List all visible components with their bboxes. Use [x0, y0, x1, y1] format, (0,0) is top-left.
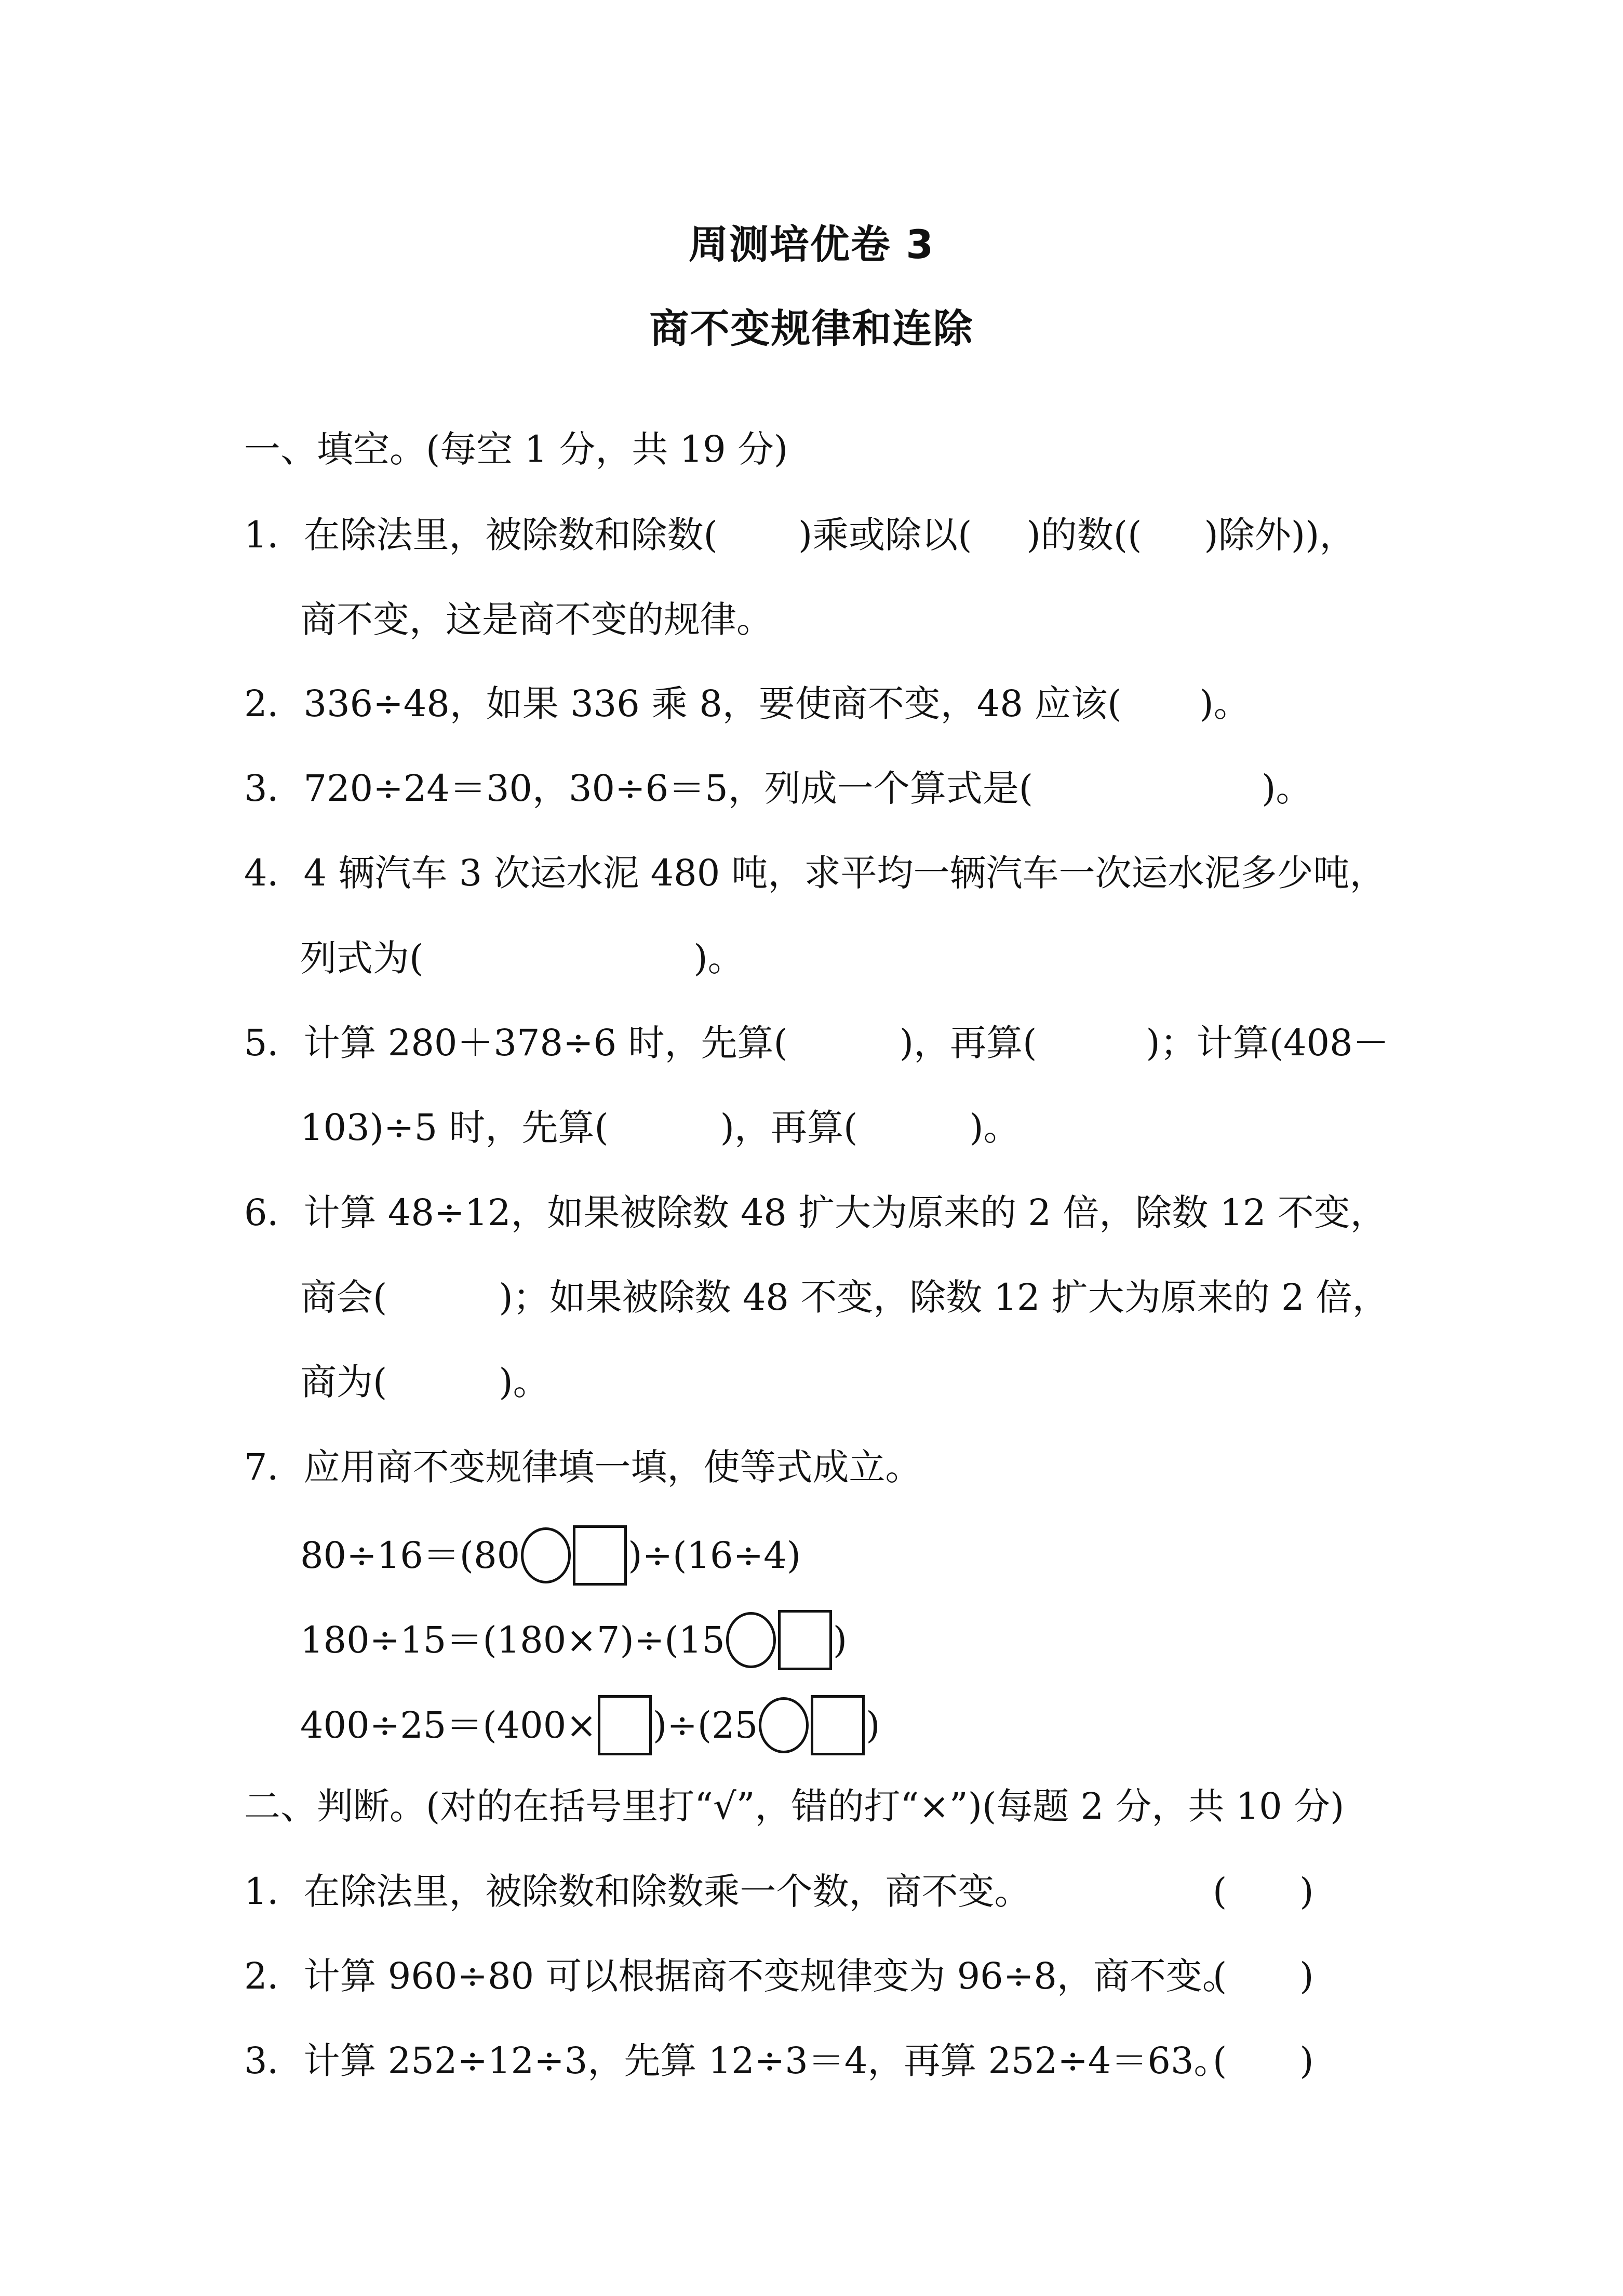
question-5: [244, 1019, 1389, 1066]
q7-text: 应用商不变规律填一填，使等式成立。: [303, 1446, 922, 1488]
q1-text-b: )乘或除以(: [798, 514, 972, 556]
q4-cont-a: 列式为(: [300, 937, 424, 979]
eq2-part-a: 180÷15＝(180×7)÷(15: [300, 1619, 725, 1661]
question-1: [244, 512, 1356, 558]
eq3-part-b: )÷(25: [652, 1704, 758, 1747]
answer-bracket[interactable]: ( ): [1213, 1955, 1314, 1997]
q5-text-a: 计算 280＋378÷6 时，先算(: [303, 1022, 788, 1064]
section2-heading: 二、判断。(对的在括号里打“√”，错的打“×”)(每题 2 分，共 10 分): [244, 1785, 1345, 1828]
operator-circle-blank[interactable]: [521, 1527, 571, 1583]
q2-text-b: )。: [1199, 682, 1250, 725]
question-number: 6．: [244, 1191, 304, 1234]
q4-text: 4 辆汽车 3 次运水泥 480 吨，求平均一辆汽车一次运水泥多少吨，: [303, 852, 1386, 894]
q1-text-d: )除外))，: [1204, 514, 1356, 556]
number-box-blank[interactable]: [811, 1695, 865, 1755]
judge-item-text: 计算 252÷12÷3，先算 12÷3＝4，再算 252÷4＝63。: [303, 2039, 1230, 2082]
operator-circle-blank[interactable]: [759, 1697, 809, 1753]
q5-text-c: )；计算(408－: [1146, 1022, 1389, 1064]
question-number: 4．: [244, 852, 304, 894]
question-2: [244, 680, 1250, 727]
q7-equation-3: [300, 1698, 880, 1758]
judge-item-3: [244, 2037, 1230, 2084]
q6-cont1-a: 商会(: [300, 1276, 387, 1319]
question-3: [244, 765, 1312, 812]
q5-cont-a: 103)÷5 时，先算(: [300, 1106, 609, 1149]
eq1-part-b: )÷(16÷4): [628, 1534, 801, 1577]
question-number: 2．: [244, 682, 304, 725]
question-6-continued-2: [300, 1359, 549, 1405]
judge-item-2: [244, 1953, 1239, 1999]
page-title: 周测培优卷 3: [688, 221, 935, 267]
page-subtitle: 商不变规律和连除: [649, 305, 974, 352]
q6-cont2-b: )。: [499, 1361, 549, 1403]
question-6: [244, 1189, 1387, 1236]
question-number: 3．: [244, 767, 304, 810]
question-4-continued: [300, 935, 744, 982]
question-number: 3．: [244, 2039, 304, 2082]
q7-equation-2: [300, 1613, 847, 1673]
question-number: 5．: [244, 1022, 304, 1064]
q1-text-c: )的数((: [1026, 514, 1142, 556]
q6-cont1-b: )；如果被除数 48 不变，除数 12 扩大为原来的 2 倍，: [499, 1276, 1389, 1319]
q2-text-a: 336÷48，如果 336 乘 8，要使商不变，48 应该(: [303, 682, 1122, 725]
q4-cont-b: )。: [693, 937, 744, 979]
answer-bracket[interactable]: ( ): [1213, 2039, 1314, 2082]
judge-item-text: 计算 960÷80 可以根据商不变规律变为 96÷8，商不变。: [303, 1955, 1239, 1997]
judge-item-text: 在除法里，被除数和除数乘一个数，商不变。: [303, 1870, 1031, 1913]
question-5-continued: [300, 1104, 1020, 1151]
q5-cont-b: )，再算(: [720, 1106, 858, 1149]
answer-bracket[interactable]: ( ): [1213, 1870, 1314, 1913]
question-4: [244, 850, 1386, 896]
question-7: [244, 1444, 922, 1491]
question-1-continued: 商不变，这是商不变的规律。: [300, 598, 773, 641]
question-number: 1．: [244, 1870, 304, 1913]
q6-text: 计算 48÷12，如果被除数 48 扩大为原来的 2 倍，除数 12 不变，: [303, 1191, 1387, 1234]
q6-cont2-a: 商为(: [300, 1361, 387, 1403]
q7-equation-1: [300, 1528, 801, 1589]
number-box-blank[interactable]: [573, 1525, 627, 1586]
question-6-continued-1: [300, 1274, 1389, 1321]
q3-text-b: )。: [1262, 767, 1312, 810]
q3-text-a: 720÷24＝30，30÷6＝5，列成一个算式是(: [303, 767, 1034, 810]
number-box-blank[interactable]: [598, 1695, 652, 1755]
eq3-part-a: 400÷25＝(400×: [300, 1704, 597, 1747]
eq3-part-c: ): [866, 1704, 880, 1747]
question-number: 2．: [244, 1955, 304, 1997]
q5-cont-c: )。: [969, 1106, 1020, 1149]
eq2-part-b: ): [833, 1619, 848, 1661]
q5-text-b: )，再算(: [899, 1022, 1037, 1064]
question-number: 1．: [244, 514, 304, 556]
question-number: 7．: [244, 1446, 304, 1488]
q1-text-a: 在除法里，被除数和除数(: [303, 514, 718, 556]
eq1-part-a: 80÷16＝(80: [300, 1534, 520, 1577]
judge-item-1: [244, 1868, 1031, 1915]
operator-circle-blank[interactable]: [726, 1612, 776, 1668]
section1-heading: 一、填空。(每空 1 分，共 19 分): [244, 428, 788, 471]
number-box-blank[interactable]: [778, 1610, 832, 1670]
